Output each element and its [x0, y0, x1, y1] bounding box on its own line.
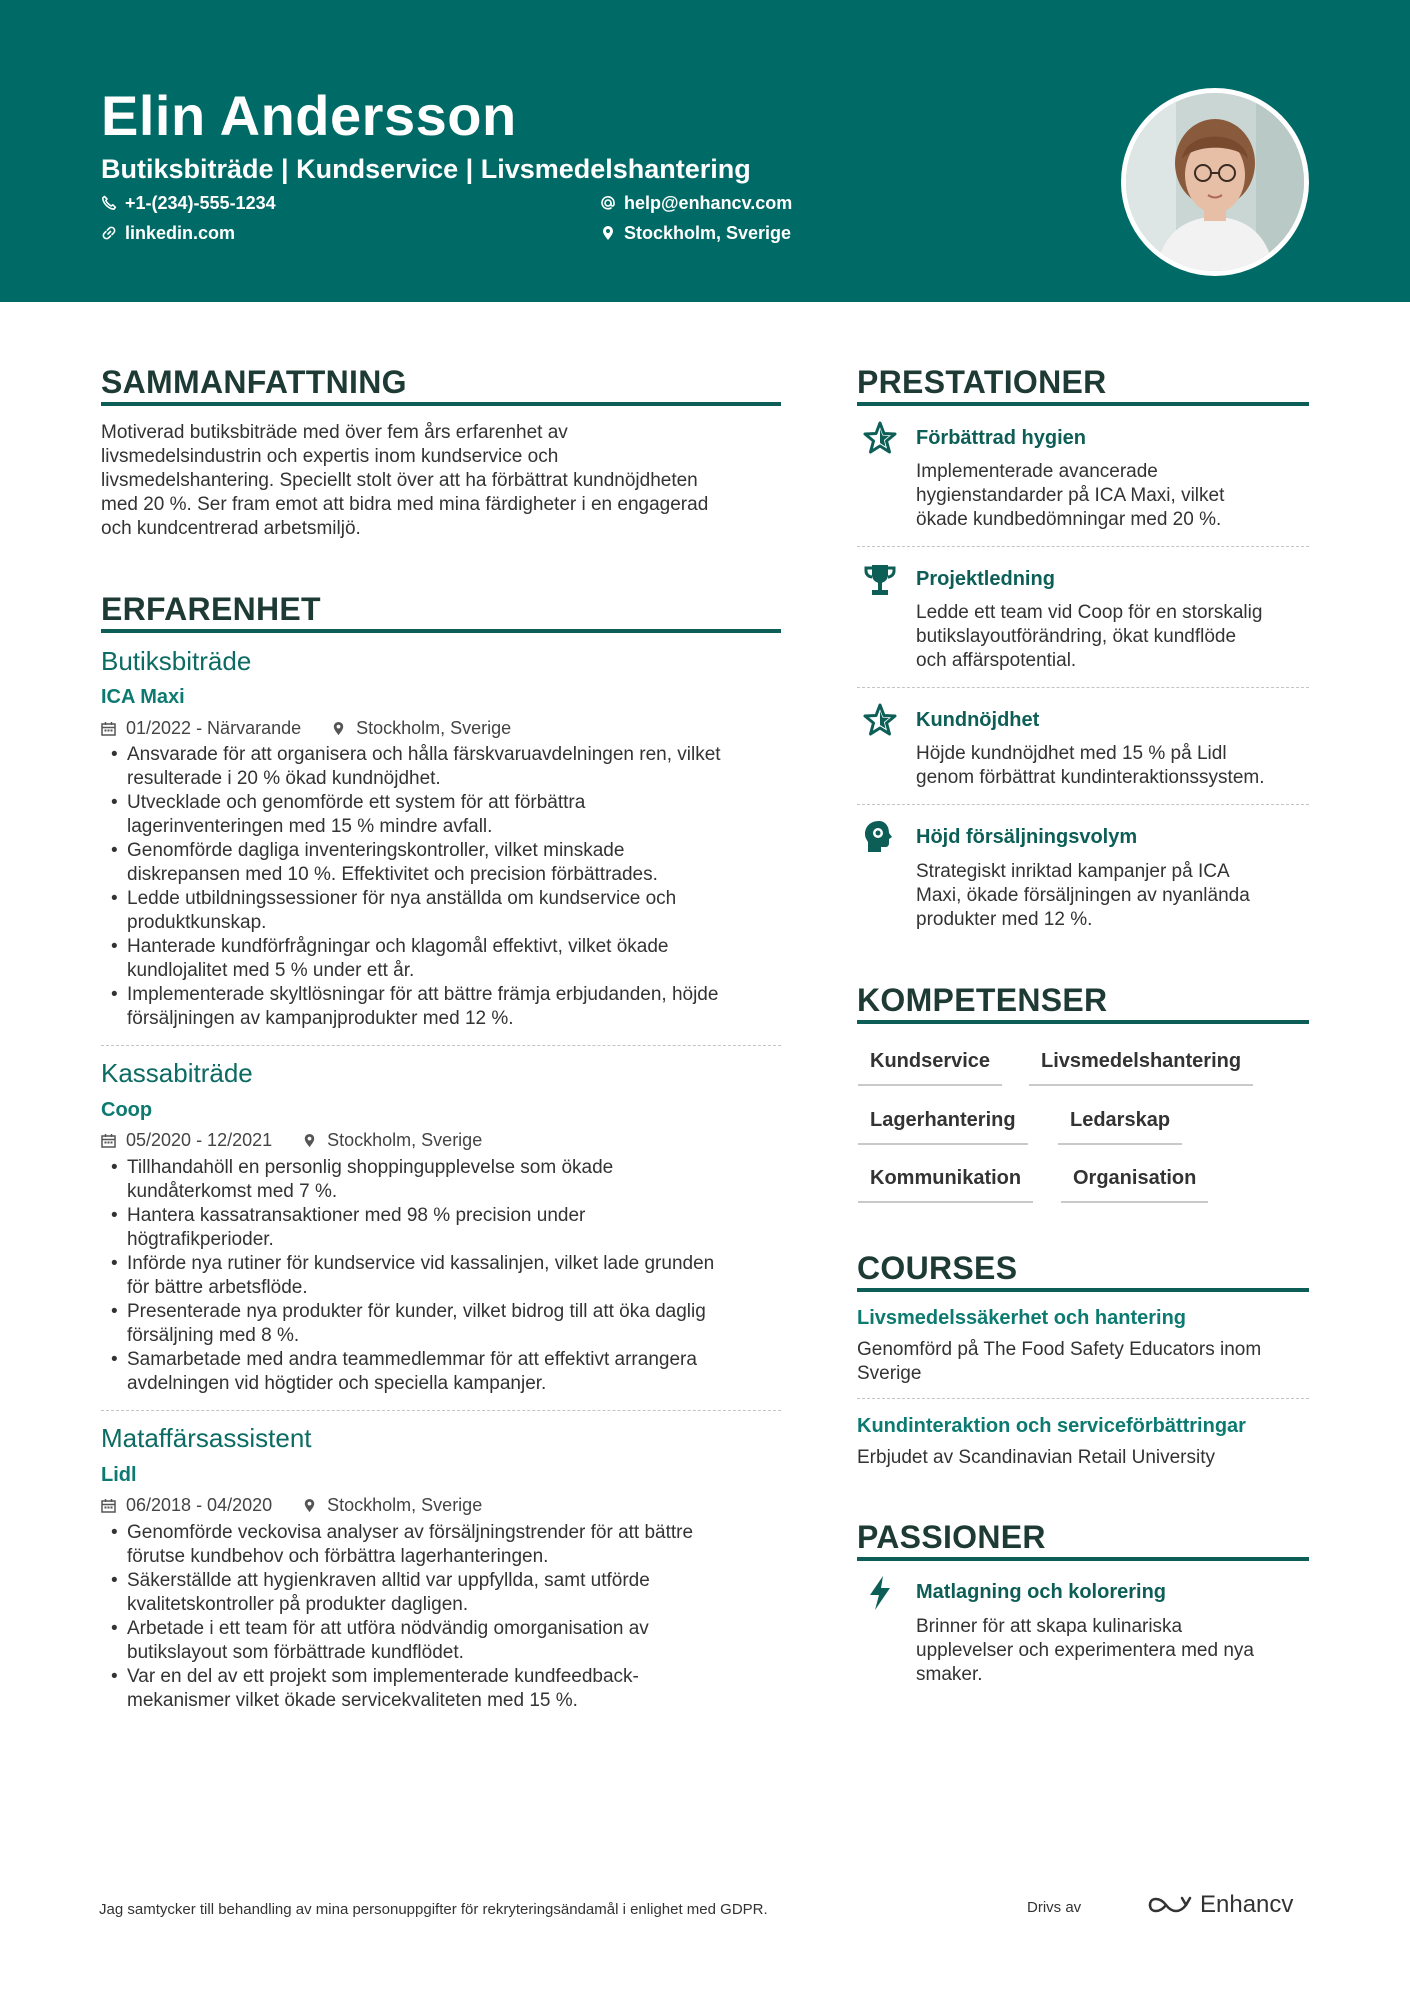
achievement-text: Implementerade avancerade hygienstandarder på ICA Maxi, vilket ökade kundbedömningar med 20 %. — [916, 461, 1225, 530]
phone-text: +1-(234)-555-1234 — [125, 193, 276, 213]
map-pin-icon — [302, 1133, 317, 1148]
achievement-text: Höjde kundnöjdhet med 15 % på Lidl genom förbättrat kundinteraktionssystem. — [916, 743, 1265, 788]
divider — [857, 1398, 1309, 1399]
skills-heading: KOMPETENSER — [857, 982, 1108, 1018]
link-icon — [101, 225, 117, 241]
job-location: Stockholm, Sverige — [356, 718, 512, 738]
job-company: Coop — [101, 1099, 153, 1121]
enhancv-logo-icon — [1146, 1892, 1194, 1918]
location-text: Stockholm, Sverige — [624, 223, 792, 243]
skill-tag: Organisation — [1061, 1165, 1208, 1203]
summary-heading: SAMMANFATTNING — [101, 364, 407, 400]
list-item: • Genomförde dagliga inventeringskontroller, vilket minskade diskrepansen med 10 %. Effektivitet och precision förbättrades. — [101, 839, 791, 887]
achievements-rule — [857, 402, 1309, 406]
map-pin-icon — [331, 721, 346, 736]
job-role: Butiksbiträde — [101, 646, 252, 676]
brand-name: Enhancv — [1200, 1891, 1294, 1918]
summary-rule — [101, 402, 781, 406]
email-contact[interactable] — [600, 191, 792, 215]
job-bullets — [101, 1521, 791, 1713]
linkedin-text: linkedin.com — [125, 223, 236, 243]
star-icon — [861, 701, 899, 739]
passions-rule — [857, 1557, 1309, 1561]
list-item: • Ansvarade för att organisera och hålla färskvaruavdelningen ren, vilket resulterade i 20 % ökad kundnöjdhet. — [101, 743, 791, 791]
job-role: Mataffärsassistent — [101, 1423, 312, 1453]
job-meta — [101, 716, 511, 740]
job-dates: 05/2020 - 12/2021 — [126, 1130, 273, 1150]
skills-rule — [857, 1020, 1309, 1024]
header-banner — [0, 0, 1410, 302]
calendar-icon — [101, 721, 116, 736]
list-item: • Var en del av ett projekt som implementerade kundfeedback- mekanismer vilket ökade servicekvaliteten med 15 %. — [101, 1665, 791, 1713]
list-item: • Genomförde veckovisa analyser av försäljningstrender för att bättre förutse kundbehov och förbättra lagerhanteringen. — [101, 1521, 791, 1569]
job-company: Lidl — [101, 1464, 137, 1486]
divider — [857, 546, 1309, 547]
job-meta — [101, 1128, 482, 1152]
job-role: Kassabiträde — [101, 1058, 253, 1088]
skill-tag: Kundservice — [858, 1048, 1002, 1086]
divider — [101, 1045, 781, 1046]
experience-heading: ERFARENHET — [101, 591, 321, 627]
summary-line: med 20 %. Ser fram emot att bidra med mina färdigheter i en engagerad — [101, 494, 709, 515]
list-item: • Införde nya rutiner för kundservice vid kassalinjen, vilket lade grunden för bättre arbetsflöde. — [101, 1252, 791, 1300]
phone-icon — [101, 195, 117, 211]
list-item: • Samarbetade med andra teammedlemmar för att effektivt arrangera avdelningen vid högtider och speciella kampanjer. — [101, 1348, 791, 1396]
calendar-icon — [101, 1498, 116, 1513]
lightning-icon — [861, 1574, 899, 1612]
candidate-name: Elin Andersson — [101, 84, 517, 147]
summary-text — [101, 421, 708, 541]
list-item: • Hantera kassatransaktioner med 98 % precision under högtrafikperioder. — [101, 1204, 791, 1252]
job-bullets — [101, 1156, 791, 1396]
courses-heading: COURSES — [857, 1250, 1018, 1286]
job-dates: 01/2022 - Närvarande — [126, 718, 302, 738]
calendar-icon — [101, 1133, 116, 1148]
skill-tag: Kommunikation — [858, 1165, 1033, 1203]
achievement-title: Förbättrad hygien — [916, 427, 1087, 449]
job-location: Stockholm, Sverige — [327, 1495, 483, 1515]
course-description: Genomförd på The Food Safety Educators inom Sverige — [857, 1339, 1262, 1384]
profile-photo — [1121, 88, 1309, 276]
at-icon — [600, 195, 616, 211]
star-icon — [861, 419, 899, 457]
email-text: help@enhancv.com — [624, 193, 793, 213]
enhancv-brand[interactable] — [1146, 1891, 1293, 1919]
achievements-heading: PRESTATIONER — [857, 364, 1107, 400]
list-item: • Tillhandahöll en personlig shoppingupplevelse som ökade kundåterkomst med 7 %. — [101, 1156, 791, 1204]
gdpr-consent: Jag samtycker till behandling av mina personuppgifter för rekryteringsändamål i enlighet med GDPR. — [99, 1901, 768, 1918]
powered-by-label: Drivs av — [1027, 1899, 1082, 1916]
headline: Butiksbiträde | Kundservice | Livsmedelshantering — [101, 154, 751, 184]
summary-line: och kundcentrerad arbetsmiljö. — [101, 518, 361, 539]
list-item: • Hanterade kundförfrågningar och klagomål effektivt, vilket ökade kundlojalitet med 5 % under ett år. — [101, 935, 791, 983]
passion-title: Matlagning och kolorering — [916, 1581, 1167, 1603]
passions-heading: PASSIONER — [857, 1519, 1046, 1555]
passion-text: Brinner för att skapa kulinariska upplevelser och experimentera med nya smaker. — [916, 1616, 1254, 1685]
job-company: ICA Maxi — [101, 686, 185, 708]
summary-line: livsmedelshantering. Speciellt stolt över att ha förbättrat kundnöjdheten — [101, 470, 698, 491]
list-item: • Presenterade nya produkter för kunder, vilket bidrog till att öka daglig försäljning med 8 %. — [101, 1300, 791, 1348]
list-item: • Arbetade i ett team för att utföra nödvändig omorganisation av butikslayout som förbättrade kundflödet. — [101, 1617, 791, 1665]
job-bullets — [101, 743, 791, 1031]
summary-line: livsmedelsindustrin och expertis inom kundservice och — [101, 446, 559, 467]
skill-tag: Ledarskap — [1058, 1107, 1182, 1145]
avatar-illustration — [1126, 93, 1304, 271]
map-pin-icon — [302, 1498, 317, 1513]
divider — [101, 1410, 781, 1411]
linkedin-contact[interactable] — [101, 221, 235, 245]
job-dates: 06/2018 - 04/2020 — [126, 1495, 273, 1515]
list-item: • Utvecklade och genomförde ett system för att förbättra lagerinventeringen med 15 % mindre avfall. — [101, 791, 791, 839]
location-contact — [600, 221, 791, 245]
achievement-text: Ledde ett team vid Coop för en storskalig butikslayoutförändring, ökat kundflöde och affärspotential. — [916, 602, 1263, 671]
map-pin-icon — [600, 225, 616, 241]
experience-rule — [101, 629, 781, 633]
achievement-text: Strategiskt inriktad kampanjer på ICA Maxi, ökade försäljningen av nyanlända produkter med 12 %. — [916, 861, 1250, 930]
course-description: Erbjudet av Scandinavian Retail University — [857, 1447, 1216, 1468]
divider — [857, 804, 1309, 805]
job-meta — [101, 1493, 482, 1517]
courses-rule — [857, 1288, 1309, 1292]
skill-tag: Lagerhantering — [858, 1107, 1028, 1145]
skill-tag: Livsmedelshantering — [1029, 1048, 1253, 1086]
list-item: • Ledde utbildningssessioner för nya anställda om kundservice och produktkunskap. — [101, 887, 791, 935]
achievement-title: Kundnöjdhet — [916, 709, 1040, 731]
course-title: Kundinteraktion och serviceförbättringar — [857, 1415, 1246, 1437]
achievement-title: Höjd försäljningsvolym — [916, 826, 1138, 848]
summary-line: Motiverad butiksbiträde med över fem års erfarenhet av — [101, 422, 568, 443]
achievement-title: Projektledning — [916, 568, 1055, 590]
job-location: Stockholm, Sverige — [327, 1130, 483, 1150]
course-title: Livsmedelssäkerhet och hantering — [857, 1307, 1187, 1329]
divider — [857, 687, 1309, 688]
list-item: • Säkerställde att hygienkraven alltid var uppfyllda, samt utförde kvalitetskontroller på produkter dagligen. — [101, 1569, 791, 1617]
list-item: • Implementerade skyltlösningar för att bättre främja erbjudanden, höjde försäljningen av kampanjprodukter med 12 %. — [101, 983, 791, 1031]
phone-contact[interactable] — [101, 191, 276, 215]
head-idea-icon — [861, 818, 899, 856]
trophy-icon — [861, 561, 899, 599]
